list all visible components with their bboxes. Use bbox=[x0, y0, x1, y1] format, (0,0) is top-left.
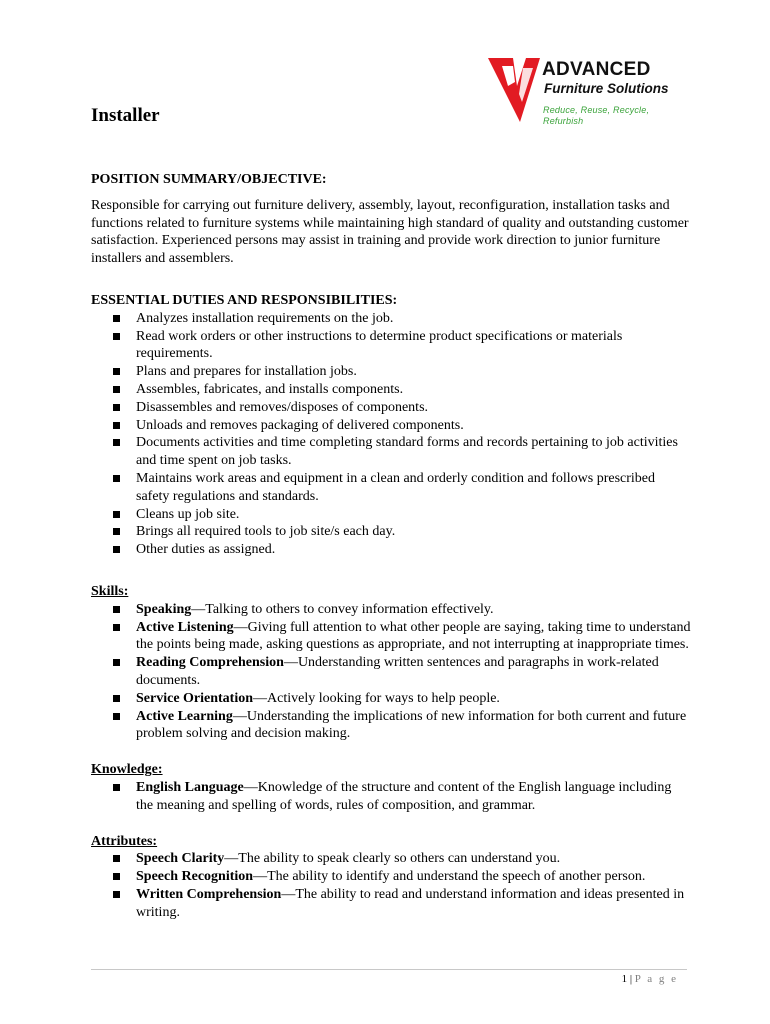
skill-item bbox=[91, 619, 691, 655]
document-title: Installer bbox=[91, 105, 160, 126]
knowledge-heading: Knowledge: bbox=[91, 762, 163, 778]
skill-item bbox=[91, 690, 691, 708]
skill-item-description: —Understanding the implications of new information for both current and future problem solving and decision making. bbox=[136, 708, 687, 742]
skills-list bbox=[91, 601, 691, 743]
attribute-item-description: —The ability to identify and understand the speech of another person. bbox=[253, 869, 646, 885]
duty-text: Plans and prepares for installation jobs. bbox=[136, 364, 357, 380]
duty-item bbox=[91, 506, 691, 524]
square-bullet-icon bbox=[113, 368, 120, 375]
company-logo bbox=[486, 56, 686, 126]
duty-item bbox=[91, 434, 691, 470]
duty-text: Read work orders or other instructions to determine product specifications or materials requirements. bbox=[136, 328, 623, 362]
attribute-item-term: Speech Clarity bbox=[136, 851, 225, 867]
skill-item-term: Reading Comprehension bbox=[136, 655, 284, 671]
square-bullet-icon bbox=[113, 784, 120, 791]
square-bullet-icon bbox=[113, 891, 120, 898]
skill-item-description: —Giving full attention to what other people are saying, taking time to understand the points being made, asking questions as appropriate, and not interrupting at inappropriate times. bbox=[136, 619, 691, 653]
skill-item-term: Service Orientation bbox=[136, 690, 254, 706]
square-bullet-icon bbox=[113, 439, 120, 446]
duty-text: Assembles, fabricates, and installs components. bbox=[136, 381, 404, 397]
knowledge-item bbox=[91, 779, 691, 815]
summary-heading: POSITION SUMMARY/OBJECTIVE: bbox=[91, 172, 327, 187]
attributes-heading: Attributes: bbox=[91, 833, 158, 849]
duty-text: Unloads and removes packaging of delivered components. bbox=[136, 417, 464, 433]
duty-text: Other duties as assigned. bbox=[136, 542, 276, 558]
square-bullet-icon bbox=[113, 386, 120, 393]
skill-item bbox=[91, 708, 691, 744]
logo-subtitle: Furniture Solutions bbox=[544, 81, 669, 96]
duty-item bbox=[91, 399, 691, 417]
footer-separator: | bbox=[629, 973, 633, 985]
logo-tagline: Reduce, Reuse, Recycle, Refurbish bbox=[543, 105, 650, 126]
duty-item bbox=[91, 381, 691, 399]
duty-item bbox=[91, 328, 691, 364]
page-number: 1 bbox=[621, 973, 628, 985]
square-bullet-icon bbox=[113, 713, 120, 720]
attribute-item bbox=[91, 868, 691, 886]
duty-text: Brings all required tools to job site/s each day. bbox=[136, 524, 396, 540]
attributes-list bbox=[91, 850, 691, 921]
attribute-item-description: —The ability to speak clearly so others can understand you. bbox=[224, 851, 561, 867]
knowledge-section bbox=[91, 761, 691, 814]
document-body bbox=[91, 171, 691, 921]
skill-item bbox=[91, 601, 691, 619]
square-bullet-icon bbox=[113, 873, 120, 880]
page-footer bbox=[622, 972, 678, 986]
attribute-item-description: —The ability to read and understand information and ideas presented in writing. bbox=[136, 886, 685, 920]
duty-item bbox=[91, 541, 691, 559]
square-bullet-icon bbox=[113, 528, 120, 535]
square-bullet-icon bbox=[113, 422, 120, 429]
square-bullet-icon bbox=[113, 546, 120, 553]
summary-text: Responsible for carrying out furniture delivery, assembly, layout, reconfiguration, installation tasks and functions related to furniture systems while maintaining high standard of quality and outstanding customer satisfaction. Experienced persons may assist in training and provide work direction to junior furniture installers and assemblers. bbox=[91, 197, 689, 267]
attribute-item-term: Written Comprehension bbox=[136, 886, 282, 902]
logo-mark-icon bbox=[486, 56, 546, 126]
square-bullet-icon bbox=[113, 606, 120, 613]
knowledge-item-description: —Knowledge of the structure and content of the English language including the meaning and spelling of words, rules of composition, and grammar. bbox=[136, 779, 672, 813]
attribute-item bbox=[91, 886, 691, 922]
skills-heading: Skills: bbox=[91, 583, 129, 599]
attribute-item-term: Speech Recognition bbox=[136, 869, 254, 885]
square-bullet-icon bbox=[113, 315, 120, 322]
attribute-item bbox=[91, 850, 691, 868]
square-bullet-icon bbox=[113, 624, 120, 631]
footer-divider bbox=[91, 969, 687, 970]
skill-item-term: Speaking bbox=[136, 601, 192, 617]
duty-text: Maintains work areas and equipment in a clean and orderly condition and follows prescribed safety regulations and standards. bbox=[136, 470, 656, 504]
duty-item bbox=[91, 310, 691, 328]
square-bullet-icon bbox=[113, 855, 120, 862]
duty-text: Disassembles and removes/disposes of components. bbox=[136, 399, 429, 415]
duties-section bbox=[91, 292, 691, 559]
duty-item bbox=[91, 470, 691, 506]
skill-item-description: —Understanding written sentences and paragraphs in work-related documents. bbox=[136, 655, 659, 688]
skill-item-description: —Actively looking for ways to help people. bbox=[253, 690, 500, 706]
duty-item bbox=[91, 523, 691, 541]
duty-text: Documents activities and time completing standard forms and records pertaining to job activities and time spent on job tasks. bbox=[136, 435, 678, 469]
duty-text: Cleans up job site. bbox=[136, 506, 240, 522]
attributes-section bbox=[91, 833, 691, 922]
skill-item bbox=[91, 654, 691, 690]
duty-item bbox=[91, 417, 691, 435]
square-bullet-icon bbox=[113, 659, 120, 666]
skills-section bbox=[91, 583, 691, 743]
square-bullet-icon bbox=[113, 333, 120, 340]
square-bullet-icon bbox=[113, 695, 120, 702]
page-label: P a g e bbox=[634, 973, 678, 985]
duties-list bbox=[91, 310, 691, 559]
logo-word: ADVANCED bbox=[542, 59, 651, 80]
duties-heading: ESSENTIAL DUTIES AND RESPONSIBILITIES: bbox=[91, 292, 398, 308]
skill-item-term: Active Learning bbox=[136, 708, 233, 724]
skill-item-term: Active Listening bbox=[136, 619, 234, 635]
skill-item-description: —Talking to others to convey information effectively. bbox=[191, 601, 494, 617]
square-bullet-icon bbox=[113, 475, 120, 482]
duty-item bbox=[91, 363, 691, 381]
square-bullet-icon bbox=[113, 404, 120, 411]
duty-text: Analyzes installation requirements on the job. bbox=[136, 310, 394, 326]
knowledge-item-term: English Language bbox=[136, 779, 244, 795]
knowledge-list bbox=[91, 779, 691, 815]
square-bullet-icon bbox=[113, 511, 120, 518]
